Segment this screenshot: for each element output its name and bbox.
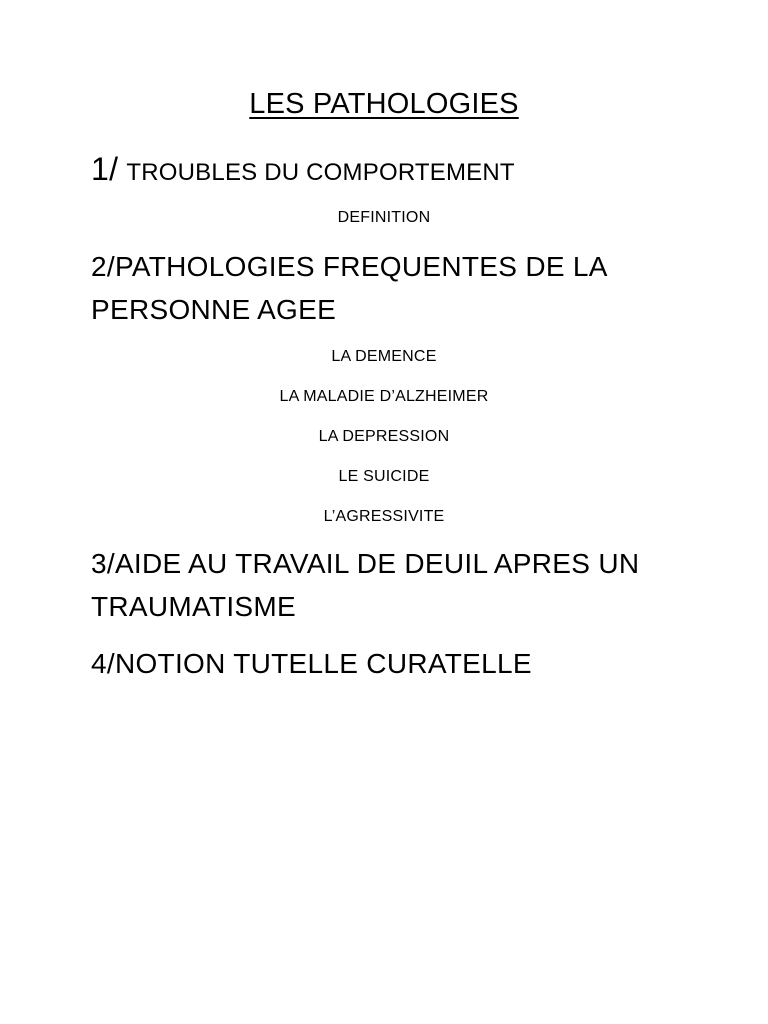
section-2-item: LA DEPRESSION: [318, 428, 450, 445]
section-2-item: LE SUICIDE: [338, 468, 430, 485]
document-title: LES PATHOLOGIES: [249, 88, 519, 120]
section-2-item: LA MALADIE D’ALZHEIMER: [279, 388, 489, 405]
section-2-line-1: 2/PATHOLOGIES FREQUENTES DE LA: [91, 251, 608, 282]
section-1-number: 1/: [91, 151, 119, 187]
section-2-line-2: PERSONNE AGEE: [91, 294, 337, 325]
section-2-item: L’AGRESSIVITE: [323, 508, 445, 525]
section-2-item: LA DEMENCE: [331, 348, 437, 365]
section-1-heading: [91, 148, 691, 194]
section-4-heading: 4/NOTION TUTELLE CURATELLE: [91, 648, 532, 679]
section-3-line-2: TRAUMATISME: [91, 591, 297, 622]
section-3-heading: [91, 542, 691, 628]
section-1-subitem: DEFINITION: [337, 209, 431, 226]
section-1-label: TROUBLES DU COMPORTEMENT: [126, 159, 515, 186]
section-3-line-1: 3/AIDE AU TRAVAIL DE DEUIL APRES UN: [91, 548, 640, 579]
section-2-heading: [91, 245, 691, 331]
